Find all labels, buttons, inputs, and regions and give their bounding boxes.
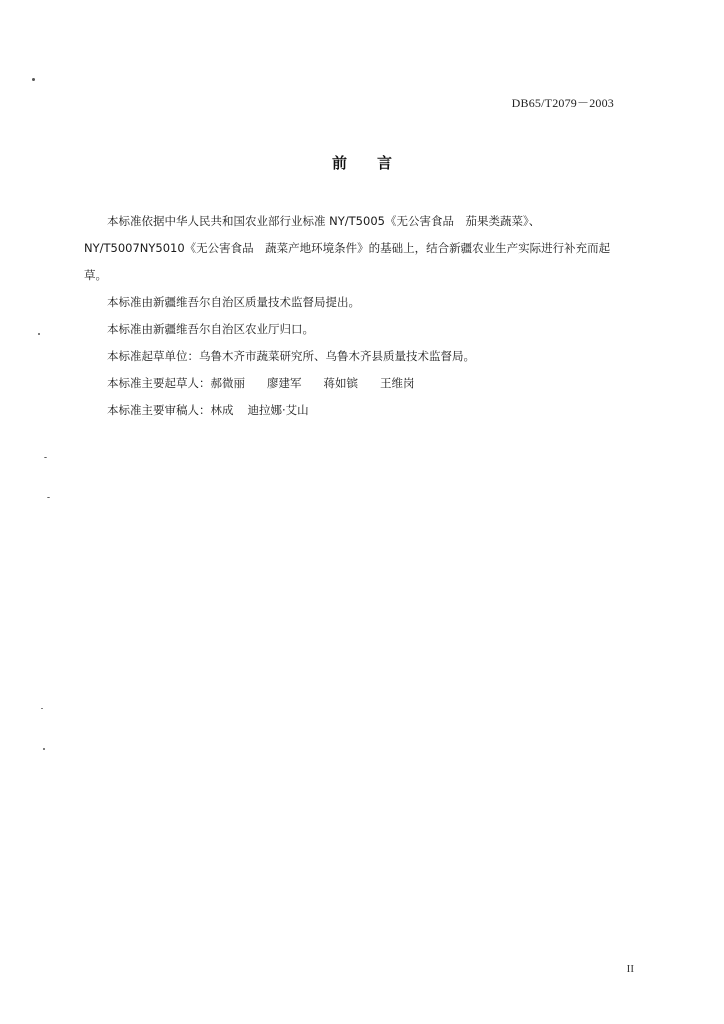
drafter-name: 廖建军	[267, 376, 302, 390]
drafters-label: 本标准主要起草人：	[107, 376, 211, 390]
proposed-by-paragraph: 本标准由新疆维吾尔自治区质量技术监督局提出。	[107, 295, 360, 309]
scan-speck	[38, 333, 40, 335]
drafter-name: 蒋如镔	[323, 376, 358, 390]
intro-paragraph	[84, 208, 654, 289]
drafter-name: 郝微丽	[210, 376, 245, 390]
foreword-body	[84, 208, 654, 424]
intro-line-3: 草。	[84, 268, 107, 282]
drafting-units-paragraph: 本标准起草单位：乌鲁木齐市蔬菜研究所、乌鲁木齐县质量技术监督局。	[107, 349, 475, 363]
scan-speck	[44, 457, 47, 458]
reviewer-name: 迪拉娜·艾山	[247, 403, 309, 417]
reviewers-label: 本标准主要审稿人：	[107, 403, 211, 417]
intro-line-2: NY/T5007NY5010《无公害食品 蔬菜产地环境条件》的基础上，结合新疆农业生产实际进行补充而起	[84, 241, 611, 255]
reviewer-name: 林成	[210, 403, 234, 417]
foreword-title: 前言	[331, 154, 422, 172]
managed-by-paragraph: 本标准由新疆维吾尔自治区农业厅归口。	[107, 322, 314, 336]
scan-speck	[41, 708, 43, 709]
drafter-name: 王维岗	[380, 376, 415, 390]
intro-line-1: 本标准依据中华人民共和国农业部行业标准 NY/T5005《无公害食品 茄果类蔬菜》、	[107, 214, 541, 228]
scan-speck	[47, 497, 50, 498]
drafters-paragraph	[84, 370, 654, 397]
standard-code: DB65/T2079－2003	[511, 96, 614, 110]
page-number: II	[626, 963, 634, 975]
scan-speck	[32, 78, 35, 81]
reviewers-paragraph	[84, 397, 654, 424]
scan-speck	[43, 748, 45, 750]
